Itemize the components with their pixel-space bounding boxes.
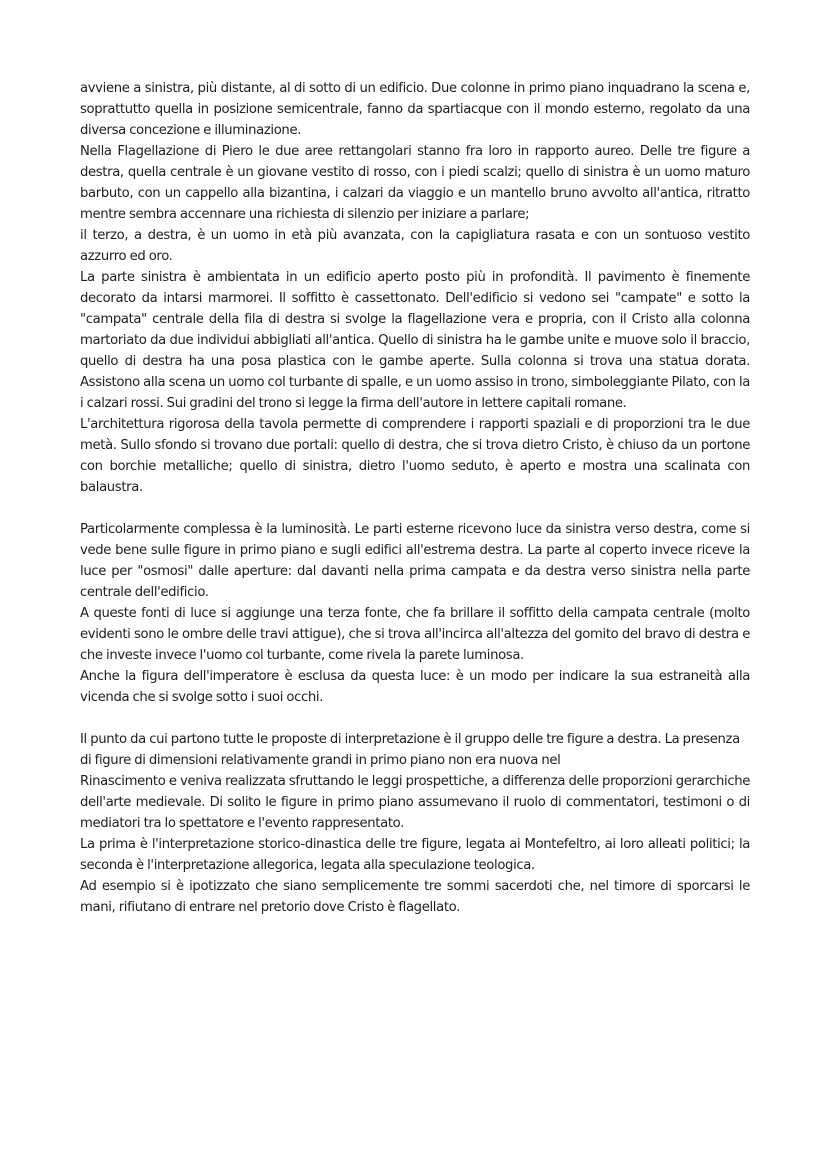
section-light xyxy=(80,519,750,708)
section-architecture xyxy=(80,78,750,498)
paragraph: Il punto da cui partono tutte le proposte di interpretazione è il gruppo delle tre figure a destra. La presenza di figure di dimensioni relativamente grandi in primo piano non era nuova nel xyxy=(80,732,740,768)
paragraph: il terzo, a destra, è un uomo in età più avanzata, con la capigliatura rasata e con un sontuoso vestito azzurro ed oro. xyxy=(80,228,750,264)
paragraph: Ad esempio si è ipotizzato che siano semplicemente tre sommi sacerdoti che, nel timore di sporcarsi le mani, rifiutano di entrare nel pretorio dove Cristo è flagellato. xyxy=(80,879,750,915)
document-page xyxy=(80,78,750,918)
paragraph: Particolarmente complessa è la luminosità. Le parti esterne ricevono luce da sinistra verso destra, come si vede bene sulle figure in primo piano e sugli edifici all'estrema destra. La parte al coperto invece riceve la luce per "osmosi" dalle aperture: dal davanti nella prima campata e da destra verso sinistra nella parte centrale dell'edificio. xyxy=(80,522,750,600)
paragraph: Anche la figura dell'imperatore è esclusa da questa luce: è un modo per indicare la sua estraneità alla vicenda che si svolge sotto i suoi occhi. xyxy=(80,669,750,705)
paragraph: La prima è l'interpretazione storico-dinastica delle tre figure, legata ai Montefeltro, ai loro alleati politici; la seconda è l'interpretazione allegorica, legata alla speculazione teologica. xyxy=(80,837,750,873)
paragraph: A queste fonti di luce si aggiunge una terza fonte, che fa brillare il soffitto della campata centrale (molto evidenti sono le ombre delle travi attigue), che si trova all'incirca all'altezza del gomito del bravo di destra e che investe invece l'uomo col turbante, come rivela la parete luminosa. xyxy=(80,606,750,663)
paragraph-spacer xyxy=(80,708,750,729)
paragraph: La parte sinistra è ambientata in un edificio aperto posto più in profondità. Il pavimento è finemente decorato da intarsi marmorei. Il soffitto è cassettonato. Dell'edificio si vedono sei "campate" e sotto la "campata" centrale della fila di destra si svolge la flagellazione vera e propria, con il Cristo alla colonna martoriato da due individui abbigliati all'antica. Quello di sinistra ha le gambe unite e muove solo il braccio, quello di destra ha una posa plastica con le gambe aperte. Sulla colonna si trova una statua dorata. Assistono alla scena un uomo col turbante di spalle, e un uomo assiso in trono, simboleggiante Pilato, con la i calzari rossi. Sui gradini del trono si legge la firma dell'autore in lettere capitali romane. xyxy=(80,270,750,411)
paragraph-spacer xyxy=(80,498,750,519)
section-interpretation xyxy=(80,729,750,918)
paragraph: Nella Flagellazione di Piero le due aree rettangolari stanno fra loro in rapporto aureo. Delle tre figure a destra, quella centrale è un giovane vestito di rosso, con i piedi scalzi; quello di sinistra è un uomo maturo barbuto, con un cappello alla bizantina, i calzari da viaggio e un mantello bruno avvolto all'antica, ritratto mentre sembra accennare una richiesta di silenzio per iniziare a parlare; xyxy=(80,144,750,222)
paragraph: avviene a sinistra, più distante, al di sotto di un edificio. Due colonne in primo piano inquadrano la scena e, soprattutto quella in posizione semicentrale, fanno da spartiacque con il mondo esterno, regolato da una diversa concezione e illuminazione. xyxy=(80,81,750,138)
paragraph: Rinascimento e veniva realizzata sfruttando le leggi prospettiche, a differenza delle proporzioni gerarchiche dell'arte medievale. Di solito le figure in primo piano assumevano il ruolo di commentatori, testimoni o di mediatori tra lo spettatore e l'evento rappresentato. xyxy=(80,774,750,831)
paragraph: L'architettura rigorosa della tavola permette di comprendere i rapporti spaziali e di proporzioni tra le due metà. Sullo sfondo si trovano due portali: quello di destra, che si trova dietro Cristo, è chiuso da un portone con borchie metalliche; quello di sinistra, dietro l'uomo seduto, è aperto e mostra una scalinata con balaustra. xyxy=(80,417,750,495)
